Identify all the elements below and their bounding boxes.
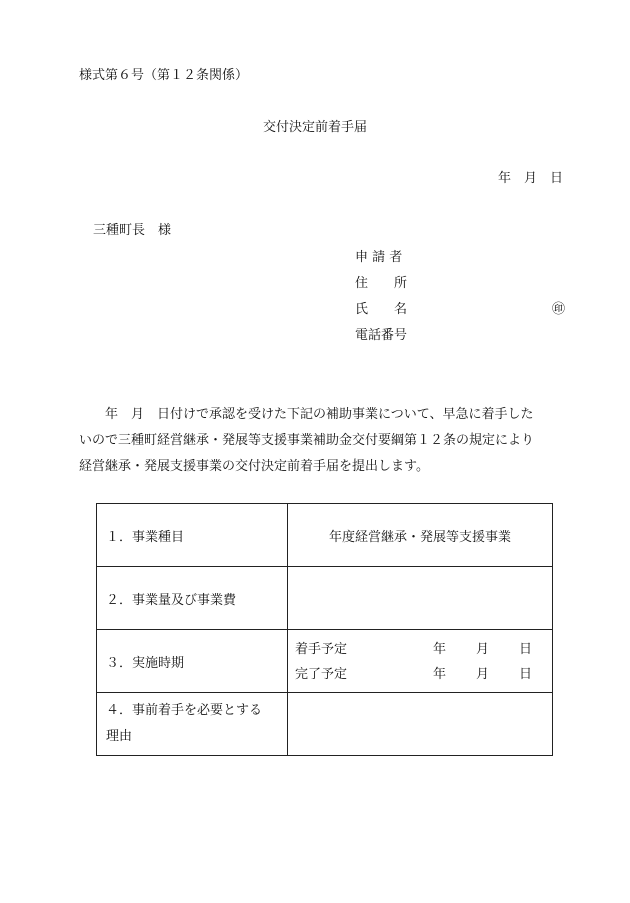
table-row bbox=[97, 567, 553, 630]
period-label: ３．実施時期 bbox=[97, 630, 288, 693]
table-row bbox=[97, 693, 553, 756]
start-year: 年 bbox=[433, 642, 447, 657]
start-label: 着手予定 bbox=[295, 642, 348, 657]
details-table bbox=[96, 503, 553, 756]
document-title: 交付決定前着手届 bbox=[262, 120, 367, 135]
project-type-label: １．事業種目 bbox=[97, 504, 288, 567]
end-month: 月 bbox=[476, 667, 490, 682]
reason-label-line-2: 理由 bbox=[106, 729, 133, 744]
period-cell bbox=[288, 630, 553, 693]
reason-label bbox=[97, 693, 288, 756]
body-line-3: 経営継承・発展支援事業の交付決定前着手届を提出します。 bbox=[79, 459, 429, 474]
table-row bbox=[97, 504, 553, 567]
name-label: 氏 名 bbox=[355, 302, 408, 317]
form-number: 様式第６号（第１２条関係） bbox=[79, 68, 249, 83]
addressee: 三種町長 様 bbox=[93, 223, 172, 238]
phone-label: 電話番号 bbox=[355, 328, 408, 343]
body-line-1: 年 月 日付けで承認を受けた下記の補助事業について、早急に着手した bbox=[105, 407, 534, 422]
reason-value bbox=[288, 693, 553, 756]
address-label: 住 所 bbox=[355, 276, 408, 291]
seal-mark: ㊞ bbox=[551, 302, 565, 317]
end-year: 年 bbox=[433, 667, 447, 682]
start-day: 日 bbox=[519, 642, 533, 657]
body-paragraph bbox=[79, 402, 579, 480]
project-type-value: 年度経営継承・発展等支援事業 bbox=[288, 504, 553, 567]
project-cost-value bbox=[288, 567, 553, 630]
end-label: 完了予定 bbox=[295, 667, 348, 682]
start-month: 月 bbox=[476, 642, 490, 657]
applicant-heading: 申 請 者 bbox=[355, 250, 403, 265]
end-day: 日 bbox=[519, 667, 533, 682]
date-line: 年 月 日 bbox=[498, 171, 564, 186]
table-row bbox=[97, 630, 553, 693]
project-cost-label: ２．事業量及び事業費 bbox=[97, 567, 288, 630]
applicant-block bbox=[355, 250, 570, 354]
body-line-2: いので三種町経営継承・発展等支援事業補助金交付要綱第１２条の規定により bbox=[79, 433, 535, 448]
reason-label-line-1: ４．事前着手を必要とする bbox=[106, 703, 263, 718]
